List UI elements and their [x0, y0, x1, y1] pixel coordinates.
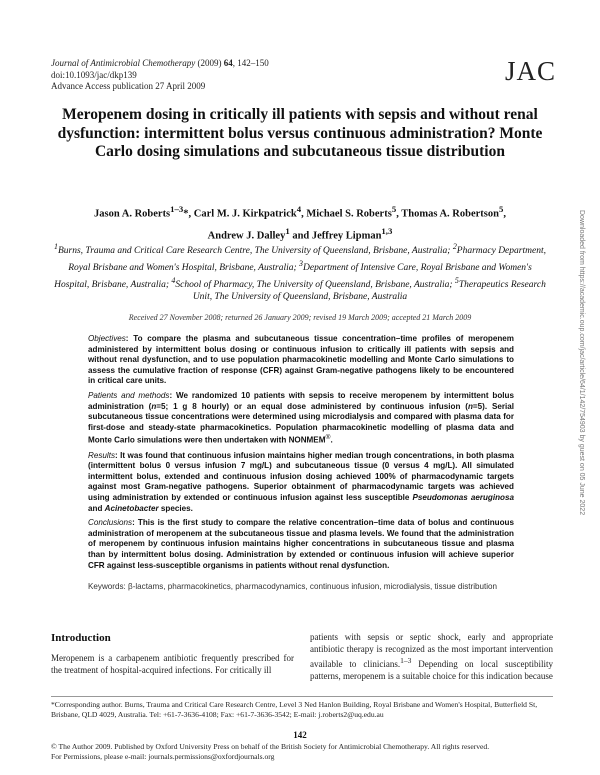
author-name: Andrew J. Dalley	[207, 230, 286, 241]
abstract-conclusions	[88, 518, 514, 571]
page-number: 142	[293, 730, 307, 740]
download-watermark	[578, 210, 592, 680]
italic-n: n	[151, 401, 157, 411]
author-name: and Jeffrey Lipman	[289, 230, 382, 241]
author-name: , Thomas A. Robertson	[396, 208, 499, 220]
section-text: =5). Serial subcutaneous tissue concentrations were determined using microdialysis and compared with plasma data for first-dose and steady-state pharmacokinetics. Population pharmacokinetic modelling of plasma data and Monte Carlo simulations were then undertaken with NONMEM	[88, 401, 514, 446]
keywords: Keywords: β-lactams, pharmacokinetics, pharmacodynamics, continuous infusion, microdialysis, tissue distribution	[88, 582, 498, 591]
body-paragraph: Meropenem is a carbapenem antibiotic frequently prescribed for the treatment of hospital-acquired infections. For critically ill	[51, 653, 294, 675]
affil-text: School of Pharmacy, The University of Queensland, Brisbane, Australia;	[175, 280, 455, 291]
journal-name: Journal of Antimicrobial Chemotherapy	[51, 58, 196, 68]
journal-header	[51, 58, 269, 93]
section-text: : It was found that continuous infusion maintains higher median trough concentrations, in both plasma (intermittent bolus 0 versus infusion 7 mg/L) and subcutaneous tissue (0 versus 4 mg/L). All simulated intermittent bolus, extended and continuous infusion dosing achieved 100% of pharmacodynamic targets against most Gram-negative pathogens. Superior obtainment of pharmacodynamic targets was achieved using administration by extended or continuous infusion against less susceptible	[88, 450, 514, 502]
author-affil-sup: 4	[296, 204, 302, 214]
section-label: Objectives	[88, 334, 126, 343]
footnote-divider	[51, 696, 553, 697]
author-affil-sup: 5	[391, 204, 397, 214]
doi: doi:10.1093/jac/dkp139	[51, 69, 137, 80]
advance-access: Advance Access publication 27 April 2009	[51, 81, 206, 91]
section-text: : We randomized 10 patients with sepsis to receive meropenem by intermittent bolus administration (	[88, 390, 514, 411]
author-affil-sup: 1–3	[170, 204, 184, 214]
italic-n: n	[467, 401, 473, 411]
corresponding-mark: *	[183, 208, 189, 220]
author-affil-sup: 5	[498, 204, 504, 214]
section-label: Results	[88, 450, 115, 460]
body-text: Depending on local susceptibility patterns, meropenem is a suitable choice for this indication because	[310, 659, 554, 681]
citation-sup: 1–3	[400, 656, 412, 665]
correspondence-footnote: *Corresponding author. Burns, Trauma and Critical Care Research Centre, Level 3 Ned Hanlon Building, Royal Brisbane and Women's Hospital, Butterfield St, Brisbane, QLD 4029, Australia. Tel: +61-7-3636-4108; Fax: +61-7-3636-3542; E-mail: j.roberts2@uq.edu.au	[51, 700, 538, 719]
body-column-right	[310, 632, 553, 682]
body-column-left	[51, 632, 294, 676]
author-name: , Carl M. J. Kirkpatrick	[188, 208, 297, 220]
section-text: species.	[158, 503, 193, 513]
journal-year: (2009)	[195, 58, 224, 68]
affil-text: Department of Intensive Care, Royal Brisbane and Women's Hospital, Brisbane, Australia;	[54, 263, 532, 291]
journal-volume: 64	[223, 58, 233, 68]
section-label: Conclusions	[88, 518, 133, 528]
section-text: =5; 1 g 8 hourly) or an equal dose administered by continuous infusion (	[156, 401, 468, 411]
affil-text: Pharmacy Department, Royal Brisbane and Women's Hospital, Brisbane, Australia;	[68, 246, 546, 274]
abstract	[88, 334, 514, 575]
section-text: : This is the first study to compare the relative concentration–time data of bolus and continuous administration of meropenem at the subcutaneous tissue and plasma levels. We found that the administration of meropenem by continuous infusion maintains higher concentrations in subcutaneous tissue and plasma than by intermittent bolus dosing. Administration by extended or continuous infusion will achieve superior CFR against less-susceptible organisms in patients without renal dysfunction.	[88, 518, 514, 570]
author-name: , Michael S. Roberts	[301, 208, 392, 220]
affil-text: Therapeutics Research Unit, The University of Queensland, Brisbane, Australia	[192, 280, 546, 302]
organism-name: Pseudomonas aeruginosa	[412, 493, 515, 502]
affil-number: 5	[454, 275, 459, 285]
body-paragraph	[310, 632, 553, 682]
affiliations	[52, 241, 548, 304]
author-name: Jason A. Roberts	[94, 208, 171, 220]
affil-number: 4	[171, 275, 176, 285]
author-affil-sup: 1,3	[381, 225, 393, 236]
body-text: patients with sepsis or septic shock, early and appropriate antibiotic therapy is recognized as the most important intervention available to clinicians.	[310, 632, 553, 669]
section-text: : To compare the plasma and subcutaneous tissue concentration–time profiles of meropenem administered by intermittent bolus dosing or continuous infusion to critically ill patients with sepsis and without renal dysfunction, and to use population pharmacokinetic modelling and Monte Carlo simulations to assess the cumulative fraction of response (CFR) against Gram-negative pathogens likely to be encountered in critical care units.	[88, 334, 514, 386]
affil-number: 2	[452, 242, 457, 251]
journal-pages: , 142–150	[232, 58, 269, 68]
copyright-notice	[51, 742, 561, 762]
received-dates: Received 27 November 2008; returned 26 January 2009; revised 19 March 2009; accepted 21 March 2009	[128, 313, 472, 322]
section-text: .	[330, 436, 333, 446]
section-label: Patients and methods	[88, 390, 170, 400]
author-separator: ,	[503, 208, 506, 220]
affil-number: 3	[299, 258, 303, 268]
journal-logo: JAC	[504, 56, 556, 86]
abstract-results	[88, 451, 514, 515]
registered-mark: ®	[325, 434, 331, 442]
author-affil-sup: 1	[285, 225, 290, 236]
copyright-line: © The Author 2009. Published by Oxford University Press on behalf of the British Society for Antimicrobial Chemotherapy. All rights reserved.	[51, 742, 490, 751]
author-list	[60, 201, 540, 244]
affil-text: Burns, Trauma and Critical Care Research Centre, The University of Queensland, Brisbane, Australia;	[57, 246, 453, 257]
section-text: and	[88, 503, 105, 513]
abstract-methods	[88, 391, 514, 447]
download-watermark-text: Downloaded from https://academic.oup.com/jac/article/64/1/142/754903 by guest on 05 June 2022	[578, 210, 585, 516]
article-title: Meropenem dosing in critically ill patients with sepsis and without renal dysfunction: intermittent bolus versus continuous administration? Monte Carlo dosing simulations and subcutaneous tissue distribution	[57, 106, 543, 160]
journal-citation	[51, 58, 269, 70]
affil-number: 1	[54, 242, 58, 251]
organism-name: Acinetobacter	[104, 503, 159, 513]
section-heading: Introduction	[51, 632, 111, 644]
permissions-line: For Permissions, please e-mail: journals.permissions@oxfordjournals.org	[51, 752, 275, 761]
abstract-objectives	[88, 334, 514, 387]
